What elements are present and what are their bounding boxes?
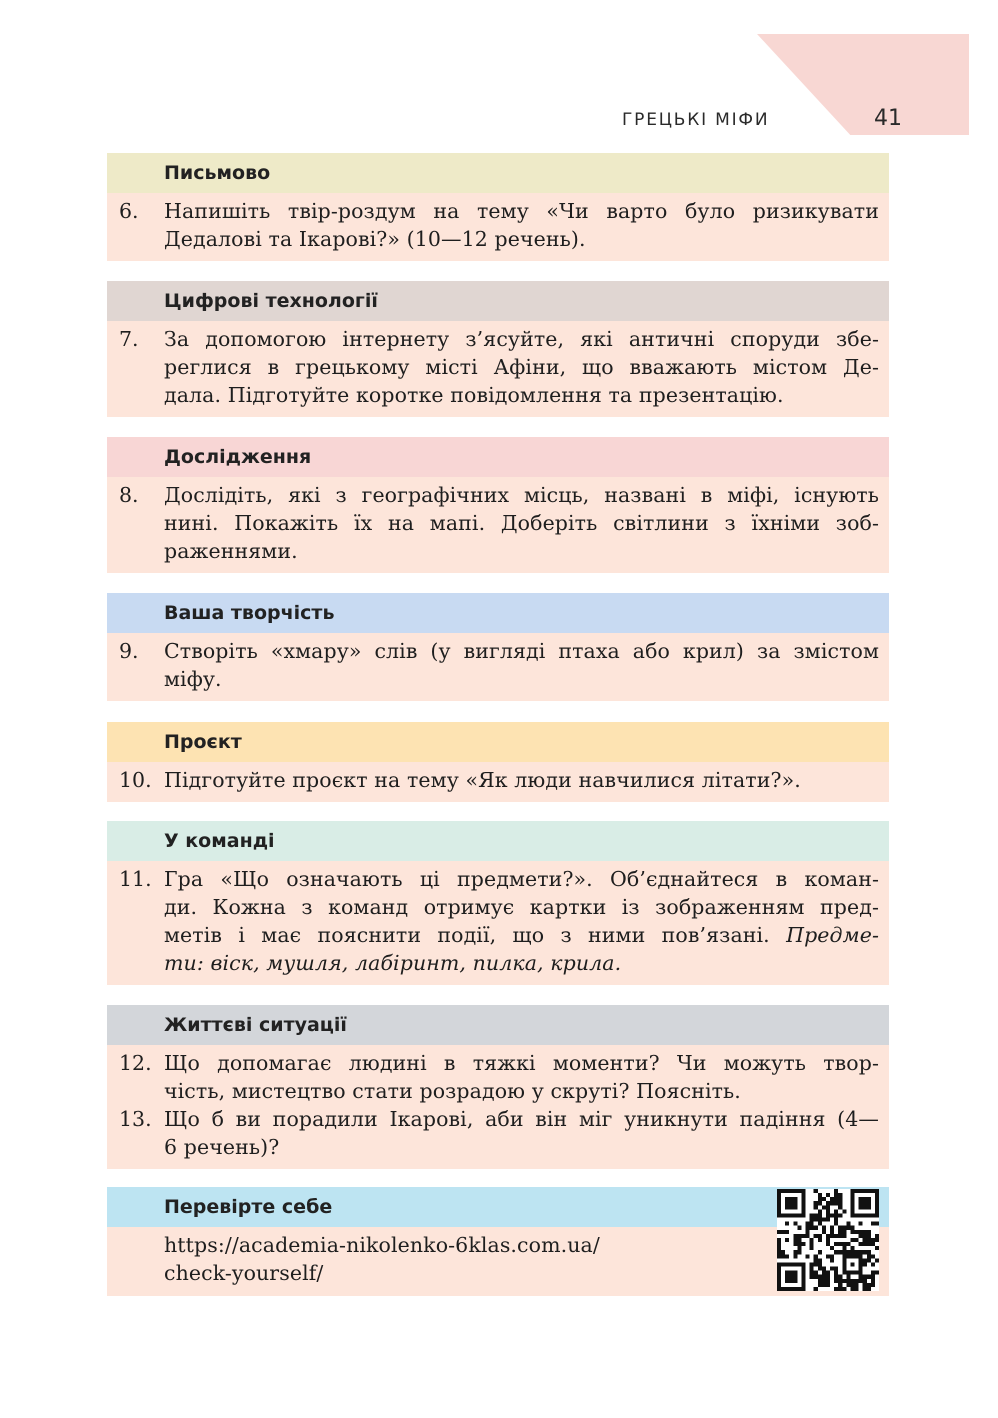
task-line [164,921,879,949]
task-line-italic: Предме- [786,923,879,947]
task-number: 8. [119,483,139,507]
task-number: 13. [119,1107,152,1131]
task-line: раженнями. [164,539,298,563]
check-link[interactable] [107,1231,889,1287]
link-line[interactable]: check-yourself/ [164,1261,324,1285]
task-line: нині. Покажіть їх на мапі. Доберіть світлини з їхніми зоб- [164,511,879,535]
section-body [107,193,889,261]
task-line: дала. Підготуйте коротке повідомлення та презентацію. [164,383,784,407]
task-line: Дослідіть, які з географічних місць, названі в міфі, існують [164,483,879,507]
section-body [107,861,889,985]
task-line: Напишіть твір-роздум на тему «Чи варто було ризикувати [164,199,879,223]
task-12 [107,1049,889,1105]
section-writing [107,153,889,261]
task-line: Що допомагає людині в тяжкі моменти? Чи можуть твор- [164,1051,879,1075]
task-number: 11. [119,867,152,891]
section-body [107,1227,889,1296]
task-number: 10. [119,768,152,792]
section-project [107,722,889,802]
task-line: Створіть «хмару» слів (у вигляді птаха або крил) за змістом [164,639,879,663]
section-body [107,762,889,802]
section-body [107,1045,889,1169]
section-title: Проєкт [107,722,889,762]
task-line: За допомогою інтернету з’ясуйте, які античні споруди збе- [164,327,879,351]
task-9 [107,637,889,693]
section-digital [107,281,889,417]
task-number: 6. [119,199,139,223]
task-10 [107,766,889,794]
section-team [107,821,889,985]
task-line-italic: ти: віск, мушля, лабіринт, пилка, крила. [164,951,622,975]
task-number: 12. [119,1051,152,1075]
task-8 [107,481,889,565]
task-13 [107,1105,889,1161]
section-title: Дослідження [107,437,889,477]
running-title: ГРЕЦЬКІ МІФИ [622,110,770,130]
section-title: Перевірте себе [107,1187,889,1227]
task-number: 9. [119,639,139,663]
section-title: Письмово [107,153,889,193]
task-line: Що б ви порадили Ікарові, аби він міг уникнути падіння (4— [164,1107,879,1131]
section-title: Життєві ситуації [107,1005,889,1045]
section-body [107,321,889,417]
task-number: 7. [119,327,139,351]
section-title: Цифрові технології [107,281,889,321]
task-line: Підготуйте проєкт на тему «Як люди навчилися літати?». [164,768,801,792]
task-7 [107,325,889,409]
task-line: міфу. [164,667,222,691]
section-title: Ваша творчість [107,593,889,633]
section-creativity [107,593,889,701]
section-title: У команді [107,821,889,861]
task-6 [107,197,889,253]
section-research [107,437,889,573]
link-line[interactable]: https://academia-nikolenko-6klas.com.ua/ [164,1233,600,1257]
task-line: Гра «Що означають ці предмети?». Об’єднайтеся в коман- [164,867,879,891]
section-body [107,633,889,701]
task-line: Дедалові та Ікарові?» (10—12 речень). [164,227,586,251]
task-line: 6 речень)? [164,1135,280,1159]
task-11 [107,865,889,977]
task-line-text: метів і має пояснити події, що з ними пов’язані. [164,923,787,947]
qr-code-icon[interactable] [777,1189,879,1291]
page-corner-decoration [757,34,969,135]
task-line: чість, мистецтво стати розрадою у скруті? Поясніть. [164,1079,741,1103]
task-line: ди. Кожна з команд отримує картки із зображенням пред- [164,895,879,919]
section-life [107,1005,889,1169]
task-line: реглися в грецькому місті Афіни, що вважають містом Де- [164,355,879,379]
section-body [107,477,889,573]
page-number: 41 [874,106,902,131]
section-check-yourself [107,1187,889,1296]
